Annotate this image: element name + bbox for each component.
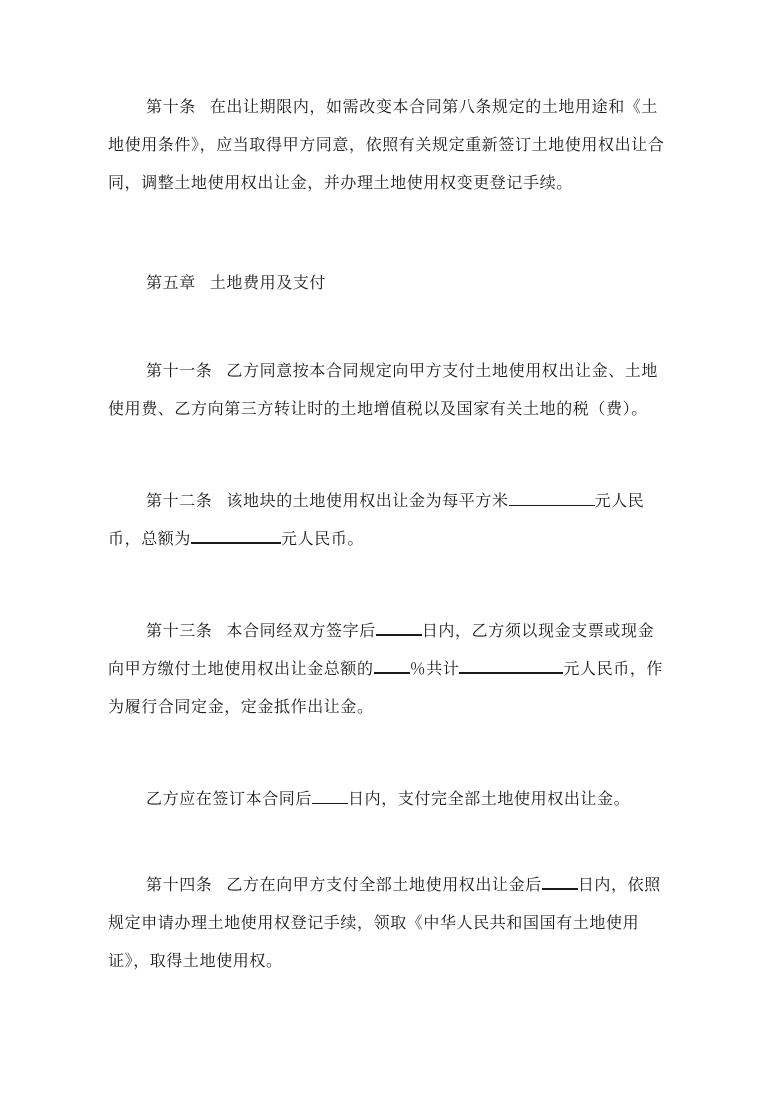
full-payment-days-blank[interactable] — [312, 787, 348, 804]
deposit-amount-blank[interactable] — [459, 656, 563, 674]
total-amount-blank[interactable] — [191, 526, 281, 544]
article-13-text-4: 元人民币，作为履行合同定金，定金抵作出让金。 — [108, 659, 664, 716]
chapter-5-label: 第五章 — [146, 273, 196, 292]
article-12-text-3: 元人民币。 — [281, 529, 365, 548]
article-13-text-3: ％共计 — [409, 659, 460, 678]
article-14-text-2: 日内，依照规定申请办理土地使用权登记手续，领取《中华人民共和国国有土地使用证》，取得土地使用权。 — [108, 875, 661, 970]
article-14-text-1: 乙方在向甲方支付全部土地使用权出让金后 — [226, 875, 542, 894]
article-13-payment-text-2: 日内，支付完全部土地使用权出让金。 — [348, 789, 631, 808]
article-13-text-2: 日内，乙方须以现金支票或现金向甲方缴付土地使用权出让金总额的 — [108, 621, 655, 678]
article-14 — [108, 866, 668, 980]
chapter-5-heading — [108, 264, 668, 302]
article-11 — [108, 352, 668, 428]
deposit-percent-blank[interactable] — [374, 656, 410, 674]
price-per-sqm-blank[interactable] — [509, 489, 595, 506]
article-13-text-1: 本合同经双方签字后 — [226, 621, 376, 640]
article-14-label: 第十四条 — [146, 875, 213, 894]
article-13-label: 第十三条 — [146, 621, 213, 640]
article-10-text: 在出让期限内，如需改变本合同第八条规定的土地用途和《土地使用条件》，应当取得甲方同意，依照有关规定重新签订土地使用权出让合同，调整土地使用权出让金，并办理土地使用权变更登记手续。 — [108, 97, 665, 192]
article-12-text-1: 该地块的土地使用权出让金为每平方米 — [226, 491, 509, 510]
article-11-text: 乙方同意按本合同规定向甲方支付土地使用权出让金、土地使用费、乙方向第三方转让时的土地增值税以及国家有关土地的税（费）。 — [108, 361, 659, 418]
article-12-text-2: 元人民币，总额为 — [108, 491, 645, 548]
deposit-days-blank[interactable] — [376, 618, 422, 636]
article-11-label: 第十一条 — [146, 361, 213, 380]
chapter-5-title: 土地费用及支付 — [209, 273, 327, 292]
article-10-label: 第十条 — [146, 97, 196, 116]
article-12-label: 第十二条 — [146, 491, 213, 510]
article-13-payment-text-1: 乙方应在签订本合同后 — [146, 789, 313, 808]
article-13-payment — [108, 780, 668, 818]
article-13 — [108, 612, 668, 726]
registration-days-blank[interactable] — [542, 872, 578, 890]
article-10 — [108, 88, 668, 202]
article-12 — [108, 482, 668, 558]
